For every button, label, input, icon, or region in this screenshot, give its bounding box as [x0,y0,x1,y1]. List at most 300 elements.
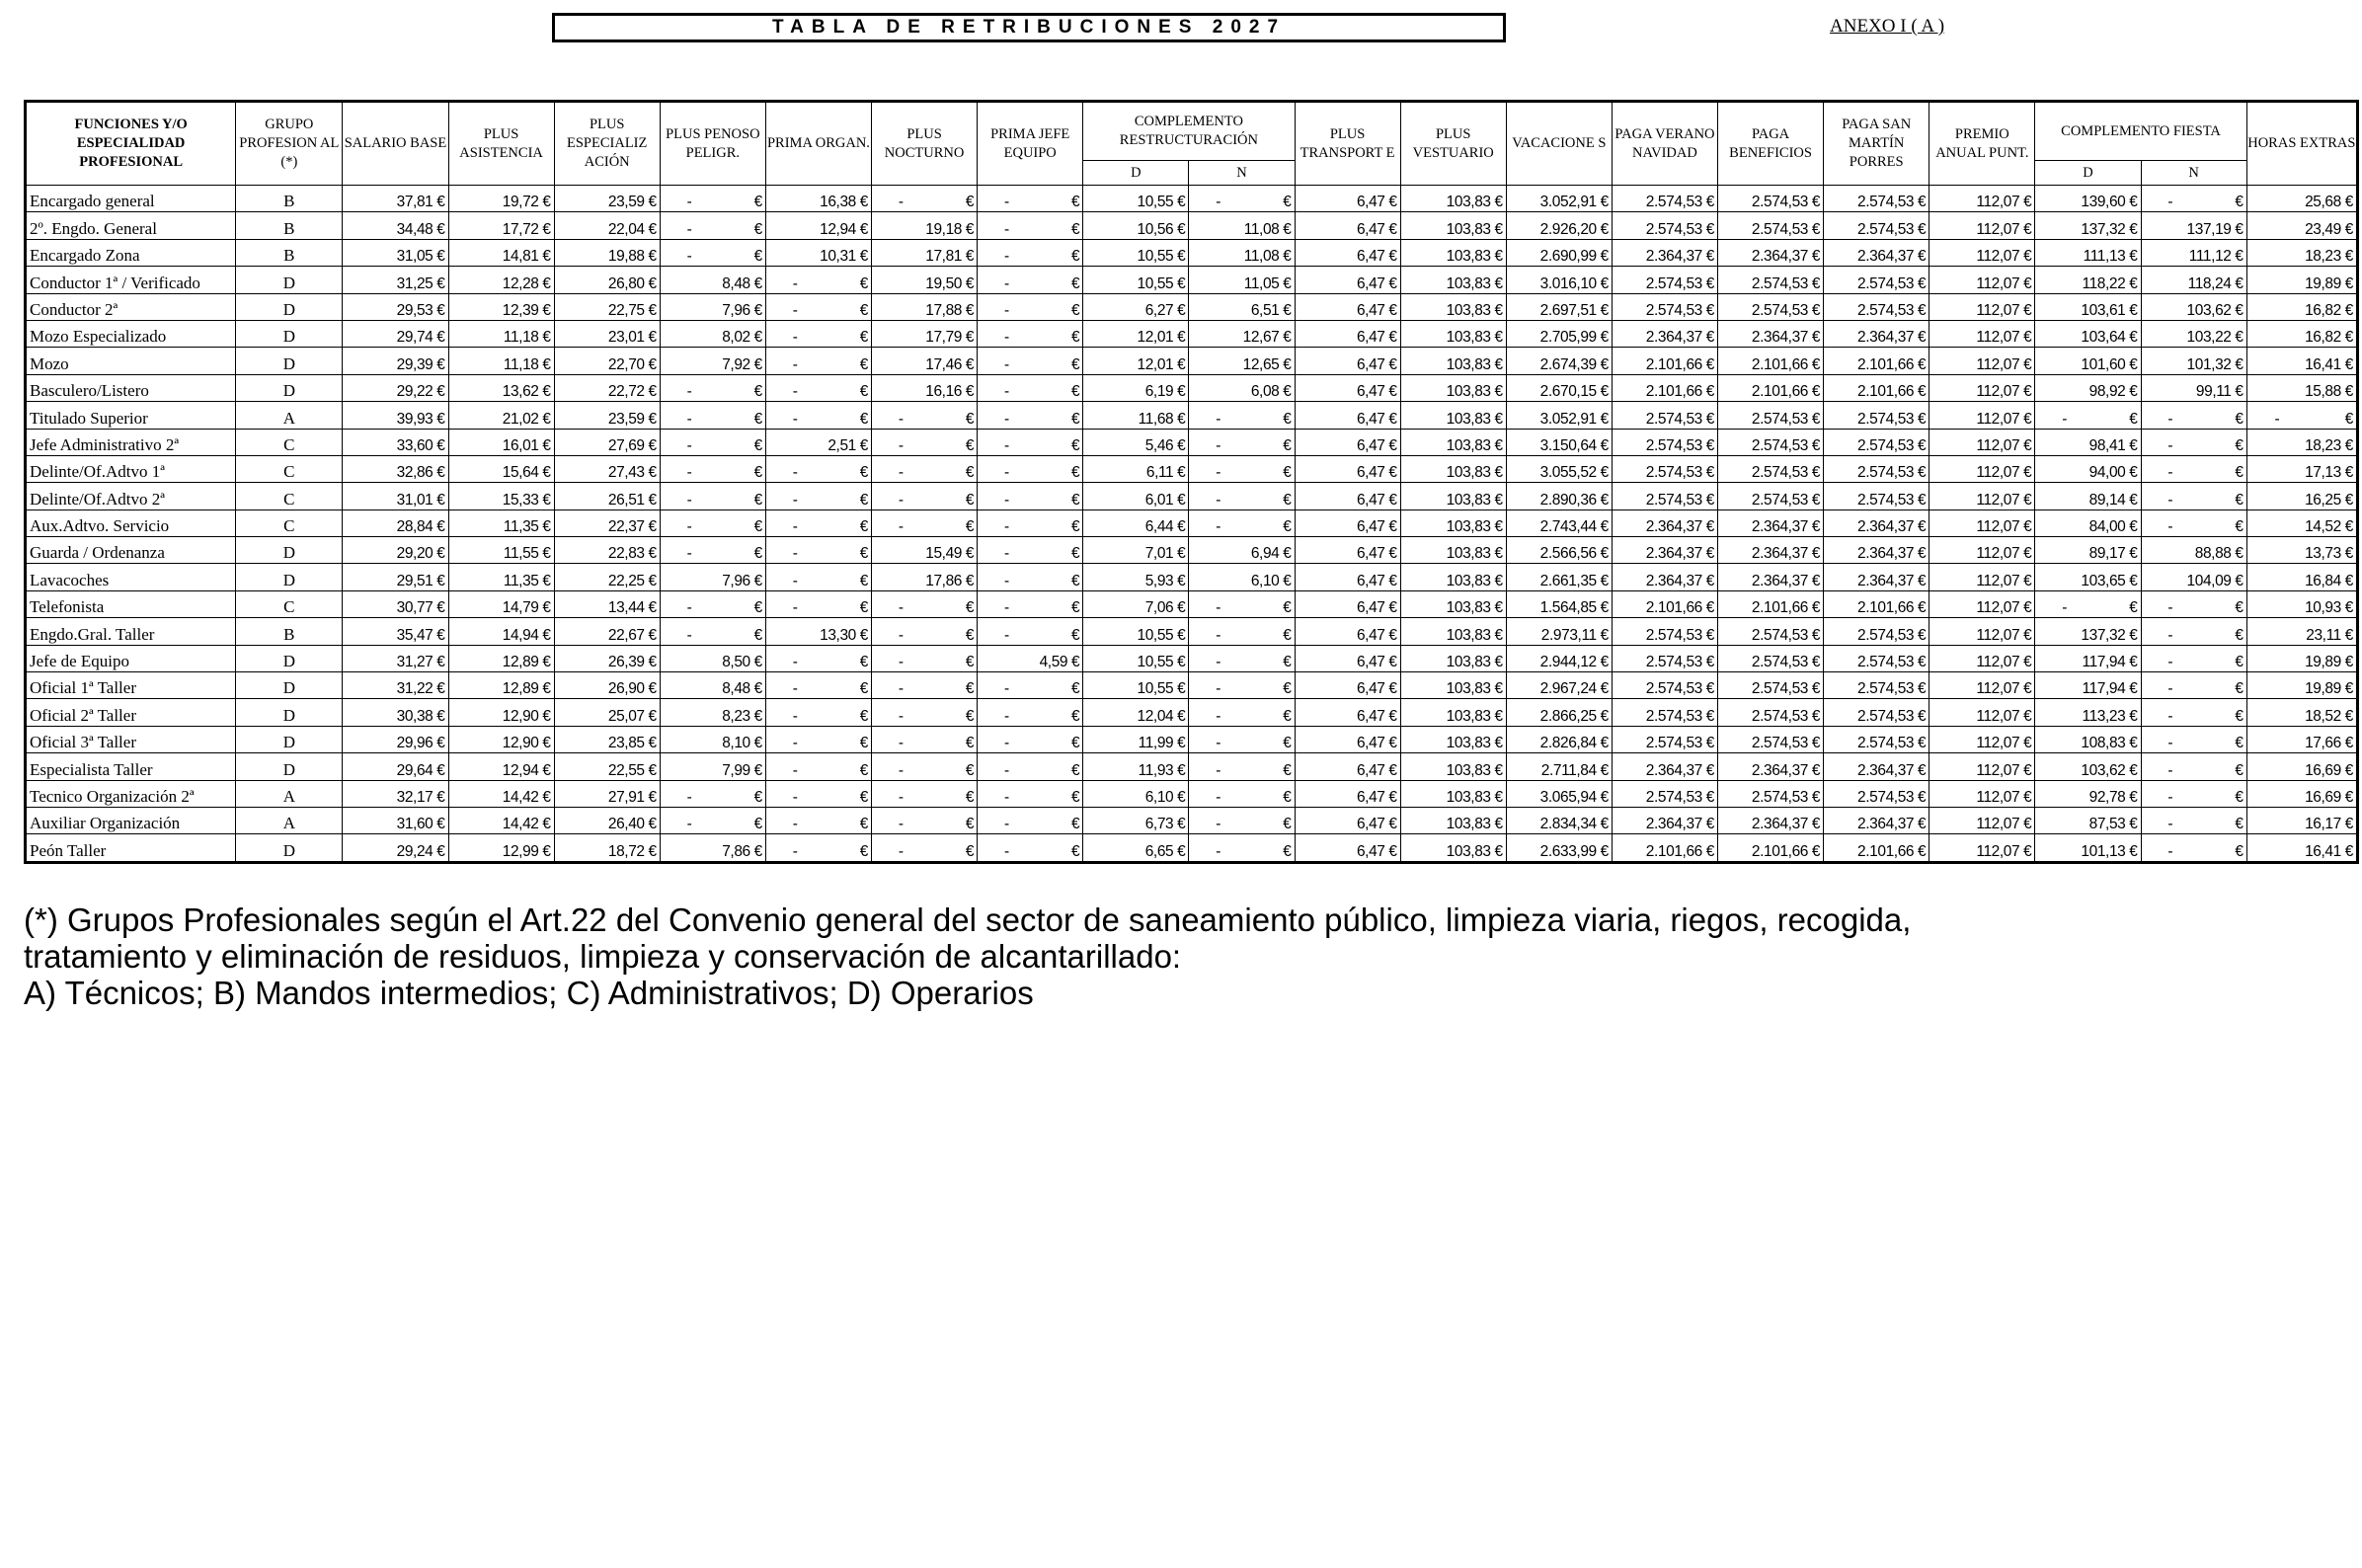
amount-cell: 27,69 € [554,429,660,455]
row-function-name: Guarda / Ordenanza [26,537,236,564]
amount-cell: 27,91 € [554,780,660,807]
amount-cell: 2.690,99 € [1506,239,1612,266]
empty-amount-cell [2141,402,2246,429]
dash-mark: - [686,626,692,644]
dash-euro [978,248,1079,266]
amount-cell: 12,89 € [448,672,554,699]
amount-cell: 117,94 € [2035,672,2141,699]
dash-euro [1189,492,1291,510]
amount-cell: 12,67 € [1189,320,1295,347]
amount-cell: 3.065,94 € [1506,780,1612,807]
table-row [26,645,2358,671]
dash-euro [978,302,1079,320]
header-plus-nocturno: PLUS NOCTURNO [872,102,978,186]
dash-mark: - [1216,436,1220,454]
euro-sign: € [1283,816,1292,833]
amount-cell: 11,68 € [1083,402,1189,429]
dash-mark: - [686,545,692,563]
amount-cell: 103,83 € [1400,699,1506,726]
dash-euro [872,464,974,482]
amount-cell: 2.364,37 € [1824,753,1929,780]
empty-amount-cell [660,807,765,833]
empty-amount-cell [2141,699,2246,726]
empty-amount-cell [978,780,1083,807]
amount-cell: 2.967,24 € [1506,672,1612,699]
amount-cell: 17,46 € [872,348,978,374]
empty-amount-cell [765,564,871,590]
amount-cell: 6,47 € [1295,483,1400,510]
amount-cell: 2.697,51 € [1506,293,1612,320]
empty-amount-cell [872,726,978,752]
amount-cell: 29,53 € [343,293,448,320]
amount-cell: 29,22 € [343,374,448,401]
amount-cell: 19,72 € [448,186,554,212]
row-group: B [236,239,343,266]
amount-cell: 22,04 € [554,212,660,239]
euro-sign: € [2235,735,2244,752]
header-grupo: GRUPO PROFESION AL (*) [236,102,343,186]
amount-cell: 2.574,53 € [1824,212,1929,239]
euro-sign: € [1283,680,1292,698]
dash-mark: - [898,654,904,671]
dash-euro [1189,654,1291,671]
amount-cell: 8,48 € [660,267,765,293]
amount-cell: 103,83 € [1400,834,1506,862]
amount-cell: 6,47 € [1295,807,1400,833]
amount-cell: 103,83 € [1400,726,1506,752]
dash-euro [978,383,1079,401]
table-row [26,780,2358,807]
amount-cell: 31,01 € [343,483,448,510]
amount-cell: 103,62 € [2141,293,2246,320]
empty-amount-cell [978,267,1083,293]
amount-cell: 2.574,53 € [1612,212,1717,239]
euro-sign: € [859,355,869,373]
row-group: D [236,348,343,374]
euro-sign: € [1283,194,1292,211]
table-row [26,186,2358,212]
euro-sign: € [859,707,869,725]
dash-mark: - [898,735,904,752]
amount-cell: 6,94 € [1189,537,1295,564]
empty-amount-cell [765,267,871,293]
euro-sign: € [1071,707,1080,725]
dash-euro [1189,464,1291,482]
amount-cell: 117,94 € [2035,645,2141,671]
amount-cell: 12,94 € [765,212,871,239]
row-group: D [236,320,343,347]
amount-cell: 6,47 € [1295,834,1400,862]
empty-amount-cell [1189,726,1295,752]
amount-cell: 31,27 € [343,645,448,671]
amount-cell: 29,64 € [343,753,448,780]
euro-sign: € [965,626,975,644]
amount-cell: 22,55 € [554,753,660,780]
amount-cell: 112,07 € [1929,699,2035,726]
amount-cell: 6,11 € [1083,455,1189,482]
header-paga-san-martin: PAGA SAN MARTÍN PORRES [1824,102,1929,186]
amount-cell: 87,53 € [2035,807,2141,833]
euro-sign: € [1071,788,1080,806]
euro-sign: € [1283,599,1292,617]
dash-euro [872,735,974,752]
dash-mark: - [686,464,692,482]
amount-cell: 112,07 € [1929,590,2035,617]
euro-sign: € [965,410,975,428]
amount-cell: 6,47 € [1295,239,1400,266]
euro-sign: € [2235,788,2244,806]
amount-cell: 2.574,53 € [1718,483,1824,510]
header-salario-base: SALARIO BASE [343,102,448,186]
amount-cell: 6,47 € [1295,753,1400,780]
empty-amount-cell [978,510,1083,536]
euro-sign: € [1283,491,1292,509]
amount-cell: 17,66 € [2246,726,2357,752]
empty-amount-cell [2035,402,2141,429]
dash-mark: - [1003,329,1009,347]
amount-cell: 2.574,53 € [1824,429,1929,455]
dash-euro [872,680,974,698]
amount-cell: 23,01 € [554,320,660,347]
empty-amount-cell [978,537,1083,564]
table-row [26,564,2358,590]
amount-cell: 2.866,25 € [1506,699,1612,726]
amount-cell: 3.150,64 € [1506,429,1612,455]
amount-cell: 30,38 € [343,699,448,726]
dash-mark: - [1003,355,1009,373]
amount-cell: 3.052,91 € [1506,186,1612,212]
header-prima-organ: PRIMA ORGAN. [765,102,871,186]
amount-cell: 16,82 € [2246,320,2357,347]
amount-cell: 10,55 € [1083,618,1189,645]
amount-cell: 2.364,37 € [1824,239,1929,266]
amount-cell: 17,79 € [872,320,978,347]
row-function-name: Engdo.Gral. Taller [26,618,236,645]
row-group: B [236,618,343,645]
dash-mark: - [898,491,904,509]
euro-sign: € [753,816,762,833]
euro-sign: € [1283,410,1292,428]
empty-amount-cell [2141,455,2246,482]
empty-amount-cell [1189,618,1295,645]
dash-mark: - [898,464,904,482]
dash-euro [872,518,974,536]
header-paga-verano: PAGA VERANO NAVIDAD [1612,102,1717,186]
empty-amount-cell [872,618,978,645]
dash-mark: - [686,248,692,266]
amount-cell: 2.574,53 € [1718,186,1824,212]
dash-mark: - [1216,194,1220,211]
amount-cell: 99,11 € [2141,374,2246,401]
amount-cell: 112,07 € [1929,320,2035,347]
dash-mark: - [686,518,692,536]
amount-cell: 2.574,53 € [1612,699,1717,726]
amount-cell: 10,55 € [1083,672,1189,699]
dash-mark: - [898,436,904,454]
amount-cell: 12,39 € [448,293,554,320]
amount-cell: 33,60 € [343,429,448,455]
dash-mark: - [792,491,798,509]
amount-cell: 19,88 € [554,239,660,266]
dash-mark: - [686,788,692,806]
dash-euro [872,843,974,861]
dash-euro [872,492,974,510]
amount-cell: 2.101,66 € [1612,834,1717,862]
amount-cell: 111,13 € [2035,239,2141,266]
amount-cell: 11,99 € [1083,726,1189,752]
row-function-name: Aux.Adtvo. Servicio [26,510,236,536]
amount-cell: 101,60 € [2035,348,2141,374]
dash-euro [766,275,868,293]
amount-cell: 10,55 € [1083,239,1189,266]
dash-euro [661,383,762,401]
row-group: A [236,402,343,429]
dash-euro [978,627,1079,645]
amount-cell: 11,35 € [448,510,554,536]
amount-cell: 2.574,53 € [1718,212,1824,239]
row-group: D [236,537,343,564]
empty-amount-cell [2035,590,2141,617]
dash-mark: - [898,842,904,860]
amount-cell: 6,08 € [1189,374,1295,401]
empty-amount-cell [660,374,765,401]
dash-euro [1189,437,1291,455]
amount-cell: 112,07 € [1929,510,2035,536]
amount-cell: 6,27 € [1083,293,1189,320]
amount-cell: 2.574,53 € [1612,672,1717,699]
empty-amount-cell [978,834,1083,862]
euro-sign: € [1071,599,1080,617]
dash-mark: - [792,410,798,428]
empty-amount-cell [978,186,1083,212]
amount-cell: 14,94 € [448,618,554,645]
amount-cell: 16,25 € [2246,483,2357,510]
amount-cell: 103,83 € [1400,212,1506,239]
row-group: A [236,807,343,833]
dash-mark: - [686,436,692,454]
row-group: D [236,267,343,293]
euro-sign: € [859,491,869,509]
empty-amount-cell [765,320,871,347]
amount-cell: 2.101,66 € [1718,348,1824,374]
euro-sign: € [965,735,975,752]
amount-cell: 2.574,53 € [1824,455,1929,482]
dash-euro [872,411,974,429]
amount-cell: 2.101,66 € [1824,834,1929,862]
amount-cell: 2.364,37 € [1612,239,1717,266]
amount-cell: 2.574,53 € [1824,699,1929,726]
dash-euro [978,194,1079,211]
dash-euro [1189,762,1291,780]
euro-sign: € [753,464,762,482]
dash-mark: - [898,680,904,698]
amount-cell: 2.574,53 € [1824,780,1929,807]
empty-amount-cell [978,239,1083,266]
table-row [26,239,2358,266]
empty-amount-cell [660,590,765,617]
empty-amount-cell [1189,429,1295,455]
empty-amount-cell [765,537,871,564]
amount-cell: 27,43 € [554,455,660,482]
amount-cell: 112,07 € [1929,780,2035,807]
empty-amount-cell [2246,402,2357,429]
dash-euro [2142,680,2244,698]
dash-euro [978,573,1079,590]
dash-mark: - [792,599,798,617]
amount-cell: 103,83 € [1400,807,1506,833]
dash-euro [978,492,1079,510]
amount-cell: 2,51 € [765,429,871,455]
euro-sign: € [753,194,762,211]
amount-cell: 2.101,66 € [1612,590,1717,617]
amount-cell: 103,83 € [1400,645,1506,671]
table-row [26,374,2358,401]
amount-cell: 12,04 € [1083,699,1189,726]
amount-cell: 137,32 € [2035,212,2141,239]
amount-cell: 2.674,39 € [1506,348,1612,374]
euro-sign: € [2235,599,2244,617]
euro-sign: € [2235,842,2244,860]
row-function-name: Oficial 2ª Taller [26,699,236,726]
row-function-name: Delinte/Of.Adtvo 1ª [26,455,236,482]
amount-cell: 14,42 € [448,780,554,807]
empty-amount-cell [765,590,871,617]
dash-euro [766,680,868,698]
amount-cell: 112,07 € [1929,455,2035,482]
dash-euro [978,464,1079,482]
euro-sign: € [1071,274,1080,292]
dash-euro [661,816,762,833]
empty-amount-cell [872,645,978,671]
euro-sign: € [1071,436,1080,454]
header-premio-anual: PREMIO ANUAL PUNT. [1929,102,2035,186]
amount-cell: 2.574,53 € [1612,483,1717,510]
amount-cell: 2.574,53 € [1718,780,1824,807]
amount-cell: 2.574,53 € [1824,186,1929,212]
amount-cell: 11,18 € [448,320,554,347]
euro-sign: € [859,761,869,779]
dash-euro [766,708,868,726]
dash-euro [766,411,868,429]
amount-cell: 2.364,37 € [1718,807,1824,833]
amount-cell: 2.364,37 € [1824,564,1929,590]
dash-mark: - [792,274,798,292]
amount-cell: 16,82 € [2246,293,2357,320]
header-paga-beneficios: PAGA BENEFICIOS [1718,102,1824,186]
dash-mark: - [792,518,798,536]
dash-euro [2142,492,2244,510]
annex-label: ANEXO I ( A ) [1830,16,1945,37]
amount-cell: 92,78 € [2035,780,2141,807]
empty-amount-cell [872,672,978,699]
amount-cell: 22,83 € [554,537,660,564]
amount-cell: 18,72 € [554,834,660,862]
amount-cell: 15,49 € [872,537,978,564]
euro-sign: € [1283,464,1292,482]
dash-euro [766,573,868,590]
amount-cell: 2.574,53 € [1718,267,1824,293]
amount-cell: 6,19 € [1083,374,1189,401]
amount-cell: 103,83 € [1400,510,1506,536]
amount-cell: 2.574,53 € [1612,186,1717,212]
amount-cell: 23,11 € [2246,618,2357,645]
amount-cell: 22,37 € [554,510,660,536]
dash-mark: - [2167,842,2173,860]
dash-mark: - [1216,464,1220,482]
amount-cell: 2.574,53 € [1824,726,1929,752]
empty-amount-cell [978,293,1083,320]
amount-cell: 16,69 € [2246,753,2357,780]
dash-mark: - [1003,518,1009,536]
dash-euro [661,599,762,617]
dash-euro [872,627,974,645]
amount-cell: 2.364,37 € [1612,753,1717,780]
euro-sign: € [1071,842,1080,860]
empty-amount-cell [765,645,871,671]
dash-mark: - [686,220,692,238]
amount-cell: 17,72 € [448,212,554,239]
euro-sign: € [2235,680,2244,698]
amount-cell: 2.364,37 € [1824,807,1929,833]
amount-cell: 6,47 € [1295,429,1400,455]
amount-cell: 112,07 € [1929,402,2035,429]
euro-sign: € [859,518,869,536]
empty-amount-cell [1189,186,1295,212]
dash-euro [978,735,1079,752]
amount-cell: 2.574,53 € [1718,293,1824,320]
empty-amount-cell [978,374,1083,401]
dash-euro [2142,464,2244,482]
table-row [26,807,2358,833]
dash-mark: - [1003,842,1009,860]
table-body [26,186,2358,863]
header-restructuracion-d: D [1083,161,1189,186]
euro-sign: € [859,788,869,806]
header-plus-asistencia: PLUS ASISTENCIA [448,102,554,186]
euro-sign: € [1071,464,1080,482]
row-group: D [236,834,343,862]
amount-cell: 26,51 € [554,483,660,510]
euro-sign: € [1071,545,1080,563]
amount-cell: 101,32 € [2141,348,2246,374]
amount-cell: 3.016,10 € [1506,267,1612,293]
dash-euro [2142,735,2244,752]
amount-cell: 6,47 € [1295,267,1400,293]
euro-sign: € [2235,194,2244,211]
euro-sign: € [2235,707,2244,725]
euro-sign: € [965,680,975,698]
dash-mark: - [898,410,904,428]
row-function-name: Delinte/Of.Adtvo 2ª [26,483,236,510]
dash-mark: - [1003,301,1009,319]
amount-cell: 23,59 € [554,402,660,429]
euro-sign: € [2344,410,2353,428]
amount-cell: 89,17 € [2035,537,2141,564]
dash-mark: - [2062,410,2067,428]
euro-sign: € [2235,410,2244,428]
empty-amount-cell [1189,510,1295,536]
amount-cell: 19,89 € [2246,672,2357,699]
euro-sign: € [1071,761,1080,779]
amount-cell: 22,75 € [554,293,660,320]
euro-sign: € [965,816,975,833]
row-function-name: Auxiliar Organización [26,807,236,833]
amount-cell: 103,62 € [2035,753,2141,780]
dash-euro [2142,816,2244,833]
dash-euro [766,492,868,510]
empty-amount-cell [978,753,1083,780]
dash-euro [766,545,868,563]
